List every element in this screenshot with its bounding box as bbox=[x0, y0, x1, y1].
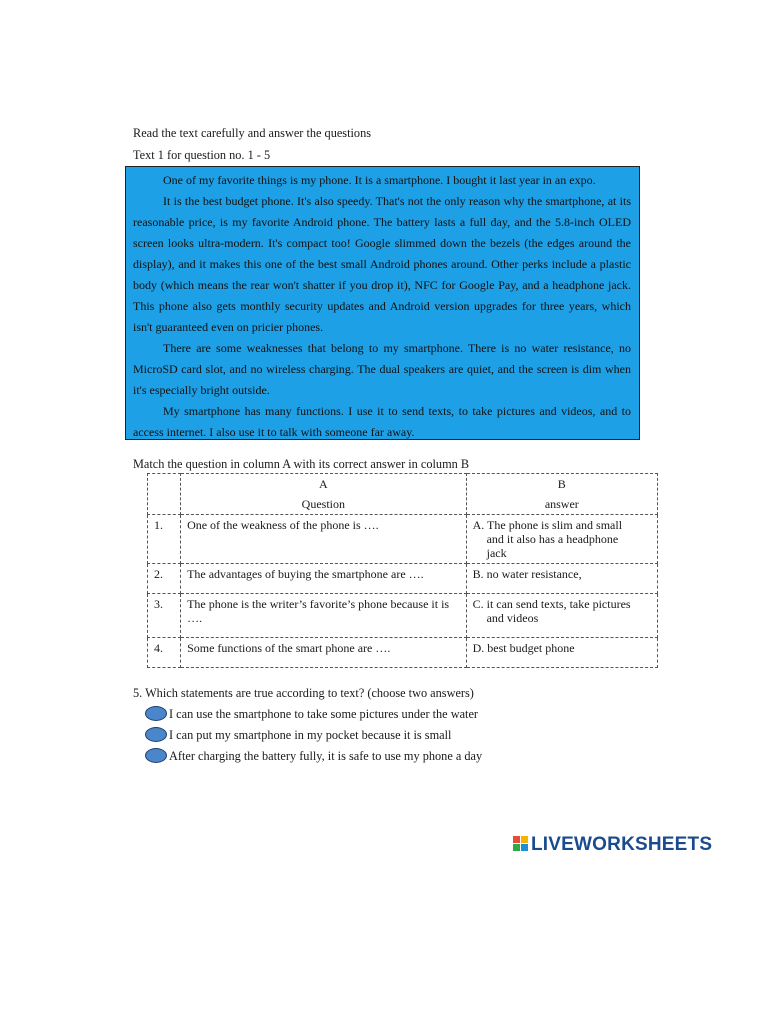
column-a-title: Question bbox=[301, 497, 345, 511]
matching-table bbox=[147, 473, 658, 668]
option-select-circle[interactable] bbox=[145, 748, 167, 763]
question-cell: Some functions of the smart phone are …. bbox=[181, 638, 467, 668]
answer-line: and videos bbox=[486, 611, 539, 625]
option-text: I can put my smartphone in my pocket because it is small bbox=[169, 728, 452, 742]
option-text: After charging the battery fully, it is safe to use my phone a day bbox=[169, 749, 483, 763]
table-row bbox=[148, 638, 658, 668]
liveworksheets-logo-icon bbox=[513, 836, 529, 852]
question-5-prompt: 5. Which statements are true according to text? (choose two answers) bbox=[133, 686, 474, 700]
question-cell: The phone is the writer’s favorite’s phone because it is …. bbox=[181, 594, 467, 638]
row-number: 3. bbox=[148, 594, 181, 638]
row-number: 2. bbox=[148, 564, 181, 594]
column-b-letter: B bbox=[557, 477, 566, 491]
text-reference: Text 1 for question no. 1 - 5 bbox=[133, 148, 271, 162]
option-select-circle[interactable] bbox=[145, 706, 167, 721]
row-number: 1. bbox=[148, 515, 181, 564]
table-row bbox=[148, 594, 658, 638]
header-column-a bbox=[181, 474, 467, 515]
reading-passage bbox=[125, 166, 640, 440]
table-row bbox=[148, 515, 658, 564]
header-column-b bbox=[466, 474, 657, 515]
column-a-letter: A bbox=[319, 477, 328, 491]
answer-line: C. it can send texts, take pictures bbox=[472, 597, 631, 611]
answer-line: and it also has a headphone bbox=[486, 532, 619, 546]
option-select-circle[interactable] bbox=[145, 727, 167, 742]
answer-cell bbox=[466, 638, 657, 668]
answer-line: jack bbox=[486, 546, 507, 560]
answer-line: D. best budget phone bbox=[472, 641, 575, 655]
table-header-row bbox=[148, 474, 658, 515]
row-number: 4. bbox=[148, 638, 181, 668]
instruction-text: Read the text carefully and answer the questions bbox=[133, 126, 371, 140]
answer-cell bbox=[466, 594, 657, 638]
passage-paragraph: It is the best budget phone. It's also speedy. That's not the only reason why the smartphone, at its reasonable price, is my favorite Android phone. The battery lasts a full day, and the 5.8-inch OLED screen looks ultra-modern. It's compact too! Google slimmed down the bezels (the edges around the display), and it makes this one of the best small Android phones around. Other perks include a plastic body (which means the rear won't shatter if you drop it), NFC for Google Pay, and a headphone jack. This phone also gets monthly security updates and Android version upgrades for three years, which isn't guaranteed even on pricier phones. bbox=[133, 194, 631, 334]
table-row bbox=[148, 564, 658, 594]
passage-paragraph: There are some weaknesses that belong to my smartphone. There is no water resistance, no MicroSD card slot, and no wireless charging. The dual speakers are quiet, and the screen is dim when it's especially bright outside. bbox=[133, 341, 631, 397]
column-b-title: answer bbox=[544, 497, 579, 511]
option-text: I can use the smartphone to take some pictures under the water bbox=[169, 707, 479, 721]
answer-cell bbox=[466, 564, 657, 594]
question-cell: The advantages of buying the smartphone are …. bbox=[181, 564, 467, 594]
question-cell: One of the weakness of the phone is …. bbox=[181, 515, 467, 564]
passage-paragraph: My smartphone has many functions. I use it to send texts, to take pictures and videos, and to access internet. I also use it to talk with someone far away. bbox=[133, 404, 631, 439]
matching-heading: Match the question in column A with its correct answer in column B bbox=[133, 457, 470, 471]
answer-line: A. The phone is slim and small bbox=[472, 518, 623, 532]
logo-wordmark: LIVEWORKSHEETS bbox=[531, 834, 713, 855]
answer-cell bbox=[466, 515, 657, 564]
passage-paragraph: One of my favorite things is my phone. It is a smartphone. I bought it last year in an expo. bbox=[163, 173, 596, 187]
answer-line: B. no water resistance, bbox=[472, 567, 582, 581]
header-num-cell bbox=[148, 474, 181, 515]
